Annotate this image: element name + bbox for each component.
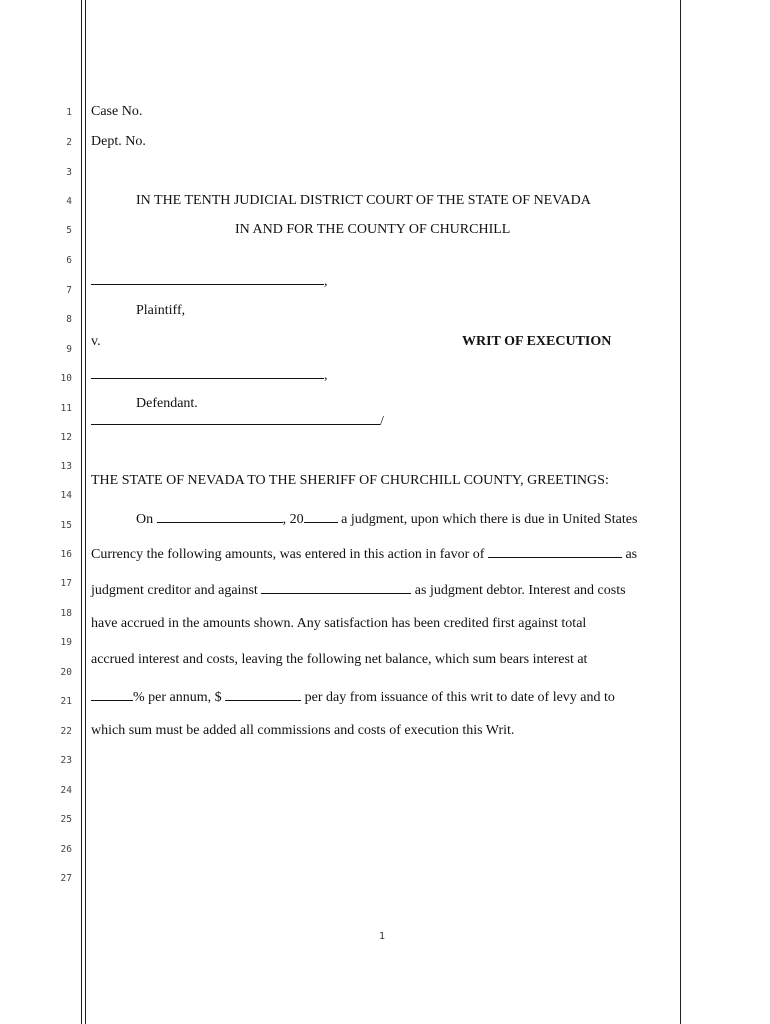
line-number: 12 [60, 432, 72, 443]
line-number: 16 [60, 549, 72, 560]
body-line-6-a: % per annum, $ [133, 690, 226, 705]
line-number: 8 [66, 314, 72, 325]
defendant-name-field [91, 366, 328, 384]
line-number: 26 [60, 844, 72, 855]
line-number: 5 [66, 225, 72, 236]
line-number: 23 [60, 755, 72, 766]
body-line-2-b: as [621, 547, 638, 562]
caption-close-slash: / [380, 414, 384, 429]
line-number: 27 [60, 873, 72, 884]
line-number: 14 [60, 490, 72, 501]
plaintiff-label: Plaintiff, [136, 303, 186, 318]
line-number: 19 [60, 637, 72, 648]
line-number: 22 [60, 726, 72, 737]
line-number: 15 [60, 520, 72, 531]
versus-label: v. [91, 334, 101, 349]
line-number: 1 [66, 107, 72, 118]
defendant-name-blank[interactable] [91, 366, 324, 379]
line-number: 17 [60, 578, 72, 589]
body-line-2-a: Currency the following amounts, was entered in this action in favor of [91, 547, 488, 562]
body-line-6-b: per day from issuance of this writ to date of levy and to [301, 690, 615, 705]
document-title: WRIT OF EXECUTION [462, 334, 612, 349]
plaintiff-comma: , [324, 274, 328, 289]
line-number: 10 [60, 373, 72, 384]
greeting: THE STATE OF NEVADA TO THE SHERIFF OF CHURCHILL COUNTY, GREETINGS: [91, 473, 609, 488]
line-number: 2 [66, 137, 72, 148]
right-margin-rule [680, 0, 681, 1024]
left-margin-rule-inner [85, 0, 86, 1024]
body-line-2 [91, 545, 637, 563]
line-number: 13 [60, 461, 72, 472]
defendant-label: Defendant. [136, 396, 198, 411]
court-title-line-2: IN AND FOR THE COUNTY OF CHURCHILL [235, 222, 511, 237]
plaintiff-name-field [91, 272, 328, 290]
caption-close-rule [91, 412, 380, 425]
body-line-4: have accrued in the amounts shown. Any satisfaction has been credited first against total [91, 616, 587, 631]
caption-close-line [91, 412, 384, 430]
defendant-comma: , [324, 368, 328, 383]
case-number-label: Case No. [91, 104, 143, 119]
judgment-year-blank[interactable] [304, 510, 338, 523]
line-number: 24 [60, 785, 72, 796]
body-line-3-a: judgment creditor and against [91, 583, 262, 598]
line-number: 4 [66, 196, 72, 207]
line-number: 21 [60, 696, 72, 707]
plaintiff-name-blank[interactable] [91, 272, 324, 285]
line-number: 3 [66, 167, 72, 178]
line-number: 18 [60, 608, 72, 619]
judgment-debtor-blank[interactable] [261, 581, 411, 594]
per-day-amount-blank[interactable] [225, 688, 301, 701]
line-number: 11 [60, 403, 72, 414]
body-line-1-c: a judgment, upon which there is due in United States [337, 512, 638, 527]
judgment-creditor-blank[interactable] [488, 545, 622, 558]
interest-rate-blank[interactable] [91, 688, 133, 701]
line-number: 6 [66, 255, 72, 266]
line-number: 7 [66, 285, 72, 296]
body-line-5: accrued interest and costs, leaving the following net balance, which sum bears interest at [91, 652, 588, 667]
body-line-1-a: On [136, 512, 154, 527]
left-margin-rule-outer [81, 0, 82, 1024]
body-line-6 [91, 688, 615, 706]
page-number: 1 [379, 931, 386, 942]
line-number: 25 [60, 814, 72, 825]
judgment-date-blank[interactable] [157, 510, 283, 523]
court-title-line-1: IN THE TENTH JUDICIAL DISTRICT COURT OF THE STATE OF NEVADA [136, 193, 591, 208]
body-line-3 [91, 581, 626, 599]
body-line-7: which sum must be added all commissions and costs of execution this Writ. [91, 723, 515, 738]
line-number: 9 [66, 344, 72, 355]
dept-number-label: Dept. No. [91, 134, 146, 149]
line-number: 20 [60, 667, 72, 678]
body-line-1-b: , 20 [282, 512, 304, 527]
body-line-1 [136, 510, 637, 528]
body-line-3-b: as judgment debtor. Interest and costs [411, 583, 626, 598]
